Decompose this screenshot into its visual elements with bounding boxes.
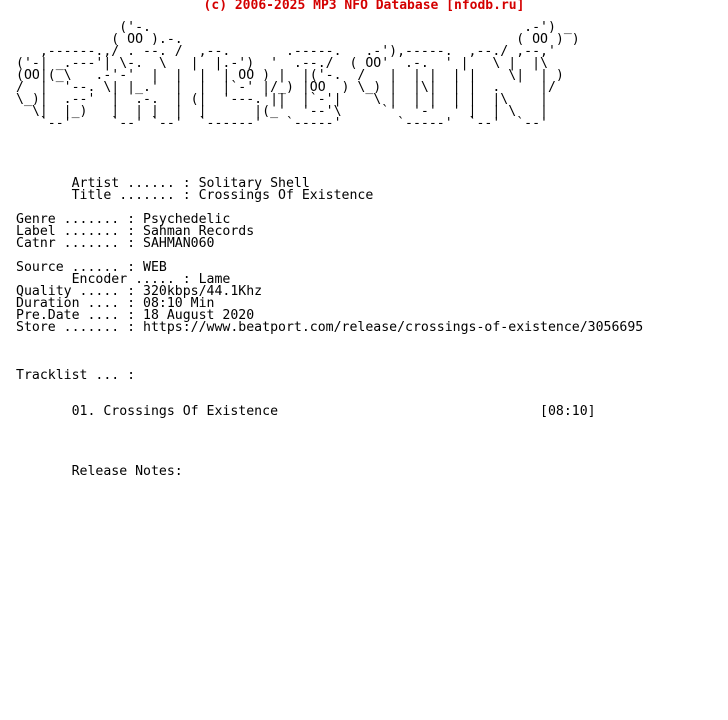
- track-item: 01. Crossings Of Existence [08:10]: [16, 404, 596, 419]
- catnr-line: Catnr ....... : SAHMAN060: [16, 236, 215, 251]
- label-line: Label ....... : Sahman Records: [16, 224, 255, 239]
- quality-line: Quality ..... : 320kbps/44.1Khz: [16, 284, 263, 299]
- copyright-header: (c) 2006-2025 MP3 NFO Database [nfodb.ru]: [203, 0, 525, 13]
- predate-line: Pre.Date .... : 18 August 2020: [16, 308, 255, 323]
- duration-line: Duration .... : 08:10 Min: [16, 296, 215, 311]
- encoder-line: Encoder ..... : Lame: [16, 272, 231, 287]
- release-notes-heading: Release Notes:: [16, 464, 183, 479]
- title-line: Title ....... : Crossings Of Existence: [16, 188, 374, 203]
- ascii-art-logo: ('-. .-') _ ( OO ).-. ( OO ) ) ,------.,/ . --. / ,--. .-----. .-'),-----. ,--./ ,--,' ('-| _.---'| \-. \ | |.-') ' .--./ ( OO' .-. ' | \ | |\ (OO|(_\ .-'-' | | | | OO ) | |('-. / | | | | | \| | ) / | '--. \| |_.' | | |`-' |/_) |OO ) \_) | |\| | | . |/ \_)| .--' | .-. | (| '---.'|| |`-'| \ | | | | | |\ | \| |_) | | | | | |(_' '--'\ `' '-' ' | | \ | `--' `--' `--' `------' `-----' `-----' `--' `--': [16, 20, 580, 131]
- artist-line: Artist ...... : Solitary Shell: [16, 176, 310, 191]
- tracklist-heading: Tracklist ... :: [16, 368, 136, 383]
- source-line: Source ...... : WEB: [16, 260, 167, 275]
- nfo-text: [16, 22, 643, 478]
- store-link-line[interactable]: Store ....... : https://www.beatport.com/release/crossings-of-existence/3056695: [16, 320, 644, 335]
- genre-line: Genre ....... : Psychedelic: [16, 212, 231, 227]
